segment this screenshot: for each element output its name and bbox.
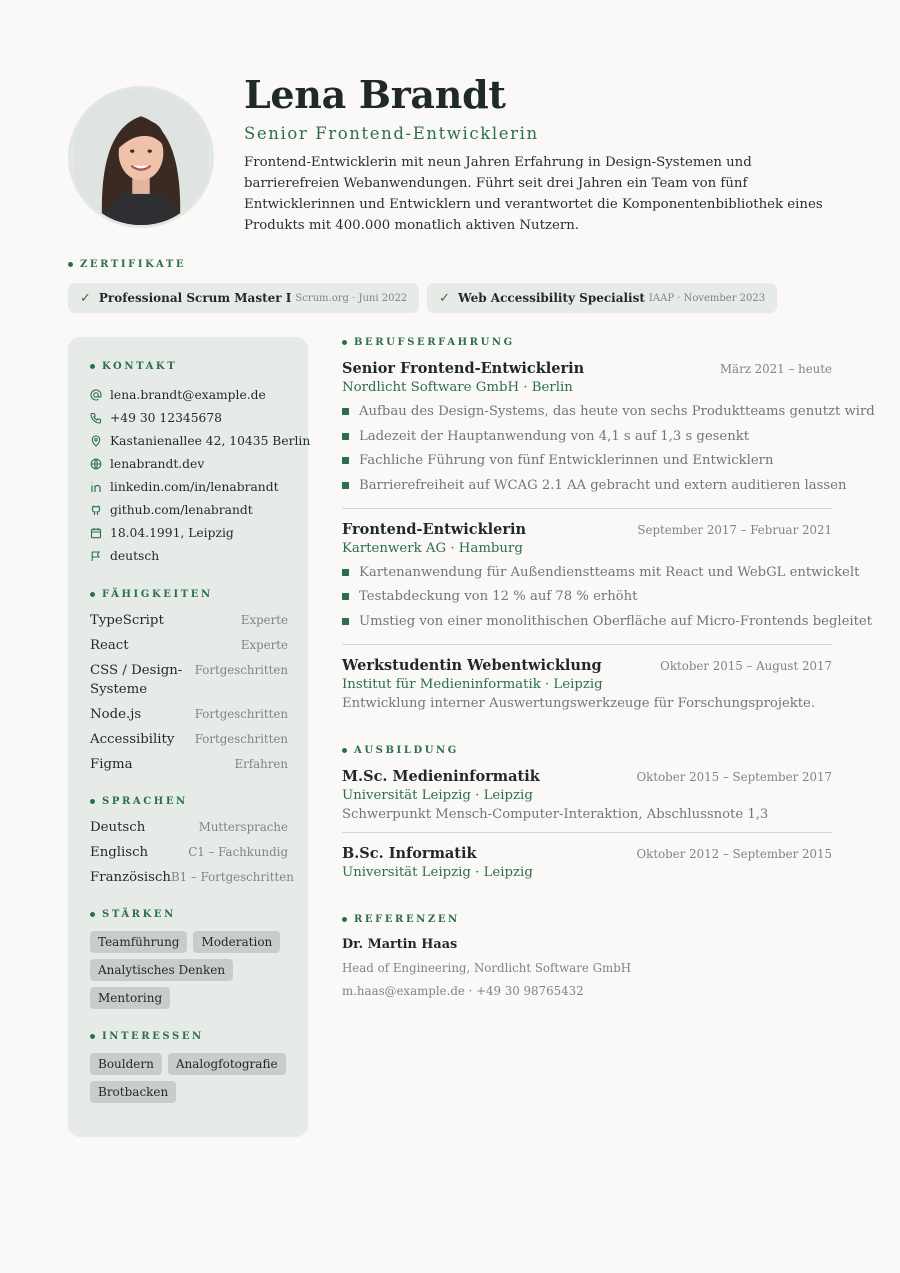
skill-name: Accessibility (90, 732, 175, 747)
experience-label: BERUFSERFAHRUNG (354, 337, 515, 348)
education-institution: Universität Leipzig · Leipzig (342, 864, 533, 880)
contact-text: lena.brandt@example.de (110, 387, 266, 402)
certificate-meta: Scrum.org · Juni 2022 (295, 292, 408, 304)
square-bullet-icon (342, 408, 349, 415)
bullet-dot-icon (90, 799, 95, 804)
square-bullet-icon (342, 618, 349, 625)
calendar-icon (90, 527, 102, 539)
contact-email[interactable] (90, 383, 288, 406)
skill-level: Erfahren (234, 757, 288, 771)
job-entry (342, 520, 873, 645)
github-icon (90, 504, 102, 516)
education-date: Oktober 2015 – September 2017 (636, 769, 832, 784)
contact-label: KONTAKT (102, 361, 178, 372)
language-name: Deutsch (90, 820, 146, 835)
certificates-list (68, 283, 777, 313)
contact-heading (90, 361, 288, 372)
list-item (342, 448, 832, 473)
skill-level: Experte (240, 638, 288, 652)
main-column (342, 337, 875, 998)
check-icon: ✓ (80, 290, 91, 306)
list-item (342, 584, 832, 609)
language-name: Französisch (90, 870, 171, 885)
candidate-name: Lena Brandt (244, 72, 506, 117)
education-heading (342, 745, 832, 756)
job-organization: Nordlicht Software GmbH · Berlin (342, 380, 573, 395)
experience-heading (342, 337, 832, 348)
contact-list (90, 383, 311, 567)
skill-level: Experte (240, 613, 288, 627)
bullet-text: Umstieg von einer monolithischen Oberfläche auf Micro-Frontends begleitet (359, 613, 873, 629)
education-label: AUSBILDUNG (354, 744, 459, 756)
bullet-dot-icon (342, 340, 347, 345)
job-bullets (342, 560, 873, 634)
job-date: September 2017 – Februar 2021 (637, 522, 832, 537)
bullet-text: Testabdeckung von 12 % auf 78 % erhöht (359, 589, 638, 605)
bullet-dot-icon (90, 912, 95, 917)
references-heading (342, 914, 832, 925)
certificate-meta: IAAP · November 2023 (648, 292, 766, 304)
sidebar (68, 337, 311, 1137)
skill-item (90, 755, 288, 774)
skill-item (90, 705, 288, 724)
skills-label: FÄHIGKEITEN (102, 589, 213, 600)
contact-text: +49 30 12345678 (110, 410, 223, 425)
interests-tags (90, 1053, 290, 1103)
strengths-label: STÄRKEN (102, 909, 176, 920)
bullet-text: Kartenanwendung für Außendienstteams mit React und WebGL entwickelt (359, 564, 860, 580)
skill-level: Fortgeschritten (194, 663, 288, 677)
list-item (342, 609, 873, 634)
certificates-label: ZERTIFIKATE (80, 259, 187, 270)
check-icon: ✓ (439, 290, 451, 306)
job-organization: Institut für Medieninformatik · Leipzig (342, 676, 603, 692)
reference-name: Dr. Martin Haas (342, 936, 458, 952)
contact-text: deutsch (110, 548, 160, 563)
phone-icon (90, 412, 102, 424)
certificate-name: Professional Scrum Master I (98, 291, 292, 305)
bullet-dot-icon (90, 592, 95, 597)
skill-name: Node.js (90, 707, 142, 722)
square-bullet-icon (342, 482, 349, 489)
contact-birth (90, 521, 288, 544)
globe-icon (90, 458, 102, 470)
certificate-badge (427, 283, 777, 313)
profile-photo (68, 86, 214, 228)
square-bullet-icon (342, 457, 349, 464)
list-item (342, 473, 847, 498)
education-date: Oktober 2012 – September 2015 (636, 846, 832, 861)
job-organization: Kartenwerk AG · Hamburg (342, 540, 523, 556)
at-icon (90, 389, 102, 401)
contact-linkedin[interactable] (90, 475, 288, 498)
interest-tag: Brotbacken (90, 1081, 176, 1103)
job-entry (342, 657, 832, 721)
skill-item (90, 730, 288, 749)
bullet-text: Ladezeit der Hauptanwendung von 4,1 s auf 1,3 s gesenkt (359, 428, 750, 444)
strength-tag: Mentoring (90, 987, 170, 1009)
education-entry (342, 768, 832, 833)
certificate-badge (68, 283, 419, 313)
contact-phone[interactable] (90, 406, 288, 429)
bullet-text: Barrierefreiheit auf WCAG 2.1 AA gebracht und extern auditieren lassen (359, 477, 847, 493)
education-entry (342, 845, 832, 890)
bullet-dot-icon (90, 364, 95, 369)
job-bullets (342, 399, 875, 498)
interests-section (90, 1031, 288, 1103)
bullet-text: Fachliche Führung von fünf Entwicklerinnen und Entwicklern (359, 453, 774, 469)
language-level: C1 – Fachkundig (188, 845, 288, 859)
skill-item (90, 636, 288, 655)
language-item (90, 818, 288, 837)
strength-tag: Teamführung (90, 931, 187, 953)
list-item (342, 560, 860, 585)
bullet-dot-icon (90, 1034, 95, 1039)
job-date: März 2021 – heute (719, 362, 832, 376)
reference-contact[interactable]: m.haas@example.de · +49 30 98765432 (342, 983, 584, 998)
certificate-name: Web Accessibility Specialist (458, 291, 645, 305)
contact-address (90, 429, 311, 452)
contact-nationality (90, 544, 288, 567)
interest-tag: Analogfotografie (168, 1053, 286, 1075)
interest-tag: Bouldern (90, 1053, 162, 1075)
job-entry (342, 360, 875, 509)
contact-text: github.com/lenabrandt (110, 502, 253, 517)
contact-text: lenabrandt.dev (110, 456, 205, 471)
references-label: REFERENZEN (354, 913, 460, 925)
languages-section (90, 796, 294, 887)
contact-text: 18.04.1991, Leipzig (110, 525, 234, 540)
job-title: Senior Frontend-Entwicklerin (342, 360, 585, 377)
list-item (342, 399, 875, 424)
list-item (342, 424, 832, 449)
skills-section (90, 589, 288, 774)
strengths-heading (90, 909, 288, 920)
linkedin-icon (90, 481, 102, 493)
interests-label: INTERESSEN (102, 1031, 204, 1042)
contact-section (90, 361, 311, 567)
languages-label: SPRACHEN (102, 796, 188, 807)
contact-text: Kastanienallee 42, 10435 Berlin (110, 433, 311, 448)
job-description: Entwicklung interner Auswertungswerkzeuge für Forschungsprojekte. (342, 695, 816, 711)
language-item (90, 868, 294, 887)
skill-level: Fortgeschritten (194, 707, 288, 721)
bullet-dot-icon (342, 917, 347, 922)
strength-tag: Moderation (193, 931, 280, 953)
contact-github[interactable] (90, 498, 288, 521)
strength-tag: Analytisches Denken (90, 959, 233, 981)
profile-summary: Frontend-Entwicklerin mit neun Jahren Erfahrung in Design-Systemen und barrierefreien Webanwendungen. Führt seit drei Jahren ein Team von fünf Entwicklerinnen und Entwicklern und verantwortet die Komponentenbibliothek eines Produkts mit 400.000 monatlich aktiven Nutzern. (244, 155, 823, 233)
skills-heading (90, 589, 288, 600)
job-date: Oktober 2015 – August 2017 (660, 658, 832, 673)
strengths-section (90, 909, 288, 1009)
language-item (90, 843, 288, 862)
language-level: B1 – Fortgeschritten (171, 870, 294, 884)
language-name: Englisch (90, 845, 149, 860)
degree-title: M.Sc. Medieninformatik (342, 767, 540, 785)
flag-icon (90, 550, 102, 562)
square-bullet-icon (342, 593, 349, 600)
location-pin-icon (90, 435, 102, 447)
job-title: Werkstudentin Webentwicklung (342, 656, 602, 674)
skill-name: CSS / Design-Systeme (90, 663, 183, 697)
skill-name: React (90, 638, 129, 653)
languages-heading (90, 796, 288, 807)
language-level: Muttersprache (198, 820, 288, 834)
job-headline: Senior Frontend-Entwicklerin (244, 124, 539, 143)
skill-item (90, 661, 288, 699)
education-institution: Universität Leipzig · Leipzig (342, 787, 533, 803)
education-description: Schwerpunkt Mensch-Computer-Interaktion, Abschlussnote 1,3 (342, 806, 769, 822)
degree-title: B.Sc. Informatik (342, 844, 477, 862)
contact-text: linkedin.com/in/lenabrandt (110, 479, 279, 494)
contact-website[interactable] (90, 452, 288, 475)
square-bullet-icon (342, 433, 349, 440)
skill-name: TypeScript (90, 613, 164, 628)
certificates-heading (68, 259, 186, 270)
strengths-tags (90, 931, 290, 1009)
skill-level: Fortgeschritten (194, 732, 288, 746)
portrait-image (71, 89, 211, 225)
reference-position: Head of Engineering, Nordlicht Software GmbH (342, 960, 632, 975)
skill-name: Figma (90, 757, 133, 772)
job-title: Frontend-Entwicklerin (342, 520, 527, 538)
bullet-text: Aufbau des Design-Systems, das heute von sechs Produktteams genutzt wird (359, 403, 875, 419)
skill-item (90, 611, 288, 630)
bullet-dot-icon (342, 748, 347, 753)
square-bullet-icon (342, 569, 349, 576)
bullet-dot-icon (68, 262, 73, 267)
interests-heading (90, 1031, 288, 1042)
